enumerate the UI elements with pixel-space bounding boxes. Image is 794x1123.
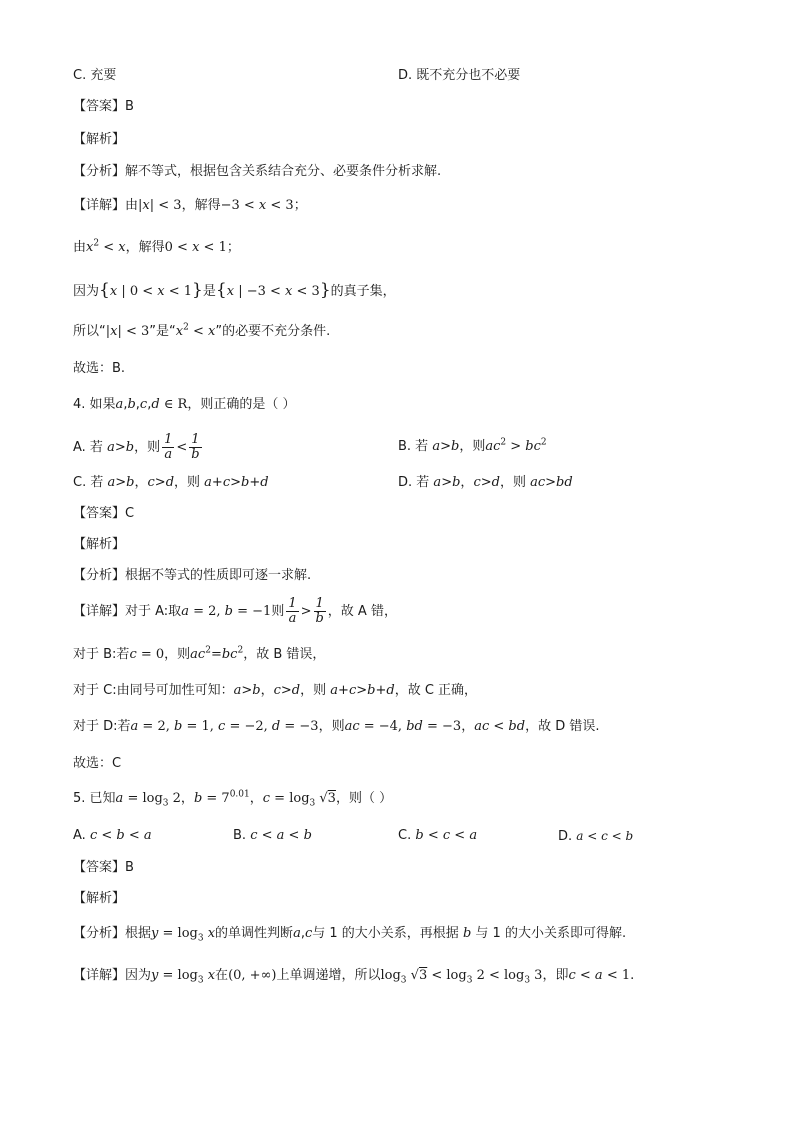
q5-option-a: A. c < b < a [73,828,152,843]
q5-option-d: D. a < c < b [558,829,634,844]
q4-detail-line-3: 对于 C:由同号可加性可知：a>b，c>d，则 a+c>b+d，故 C 正确， [73,683,478,698]
q5-option-b: B. c < a < b [233,828,312,843]
q4-analysis-label: 【解析】 [73,537,126,552]
q5-fenxi: 【分析】根据$y = \log_3 x$的单调性判断a,c与 1 的大小关系，再根据 b 与 1 的大小关系即可得解. [73,926,627,944]
q3-option-c: C. 充要 [73,68,117,83]
q4-answer: 【答案】C [73,506,135,521]
q3-detail-line-1: 【详解】由|x| < 3，解得−3 < x < 3； [73,198,307,213]
q3-answer: 【答案】B [73,99,134,114]
q4-detail-line-1: 【详解】对于 A:取a = 2, b = −1则 $\frac{1}{a}$ > $\frac{1}{b}$ ，故 A 错， [73,596,397,626]
q5-answer: 【答案】B [73,860,134,875]
q4-option-c: C. 若 a>b，c>d，则 a+c>b+d [73,475,269,490]
q3-analysis-label: 【解析】 [73,132,126,147]
q5-stem: 5. 已知$a = \log_3 2$，$b = 7^{0.01}$，$c = \log_3 √3$，则（ ） [73,789,393,809]
q4-fenxi: 【分析】根据不等式的性质即可逐一求解. [73,568,312,583]
q4-choose: 故选：C [73,756,122,771]
q3-option-d: D. 既不充分也不必要 [398,68,521,83]
q4-detail-line-4: 对于 D:若a = 2, b = 1, c = −2, d = −3，则ac = −4, bd = −3，ac < bd，故 D 错误. [73,719,600,734]
q4-option-b: B. 若 a>b，则$ac^2 > bc^2$ [398,437,547,454]
q5-detail: 【详解】因为$y = \log_3 x$在(0, +∞)上单调递增，所以$\log_3 √3 < \log_3 2 < \log_3 3$，即c < a < 1. [73,968,635,986]
q5-option-c: C. b < c < a [398,828,478,843]
q4-option-a: A. 若 a>b，则 $\frac{1}{a}$ < $\frac{1}{b}$ [73,432,200,462]
q4-detail-line-2: 对于 B:若c = 0，则$ac^2=bc^2$，故 B 错误， [73,645,326,662]
q3-detail-line-4: 所以“|x| < 3”是“$x^2 < x$”的必要不充分条件. [73,322,331,339]
q5-analysis-label: 【解析】 [73,891,126,906]
q4-option-d: D. 若 a>b，c>d，则 ac>bd [398,475,573,490]
q3-choose: 故选：B. [73,361,126,376]
q3-detail-line-2: 由$x^2 < x$，解得0 < x < 1； [73,238,240,255]
q4-stem: 4. 如果a,b,c,d ∈ R，则正确的是（ ） [73,397,296,412]
q3-detail-line-3: 因为{x | 0 < x < 1}是{x | −3 < x < 3}的真子集， [73,280,396,300]
q3-fenxi: 【分析】解不等式，根据包含关系结合充分、必要条件分析求解. [73,164,442,179]
